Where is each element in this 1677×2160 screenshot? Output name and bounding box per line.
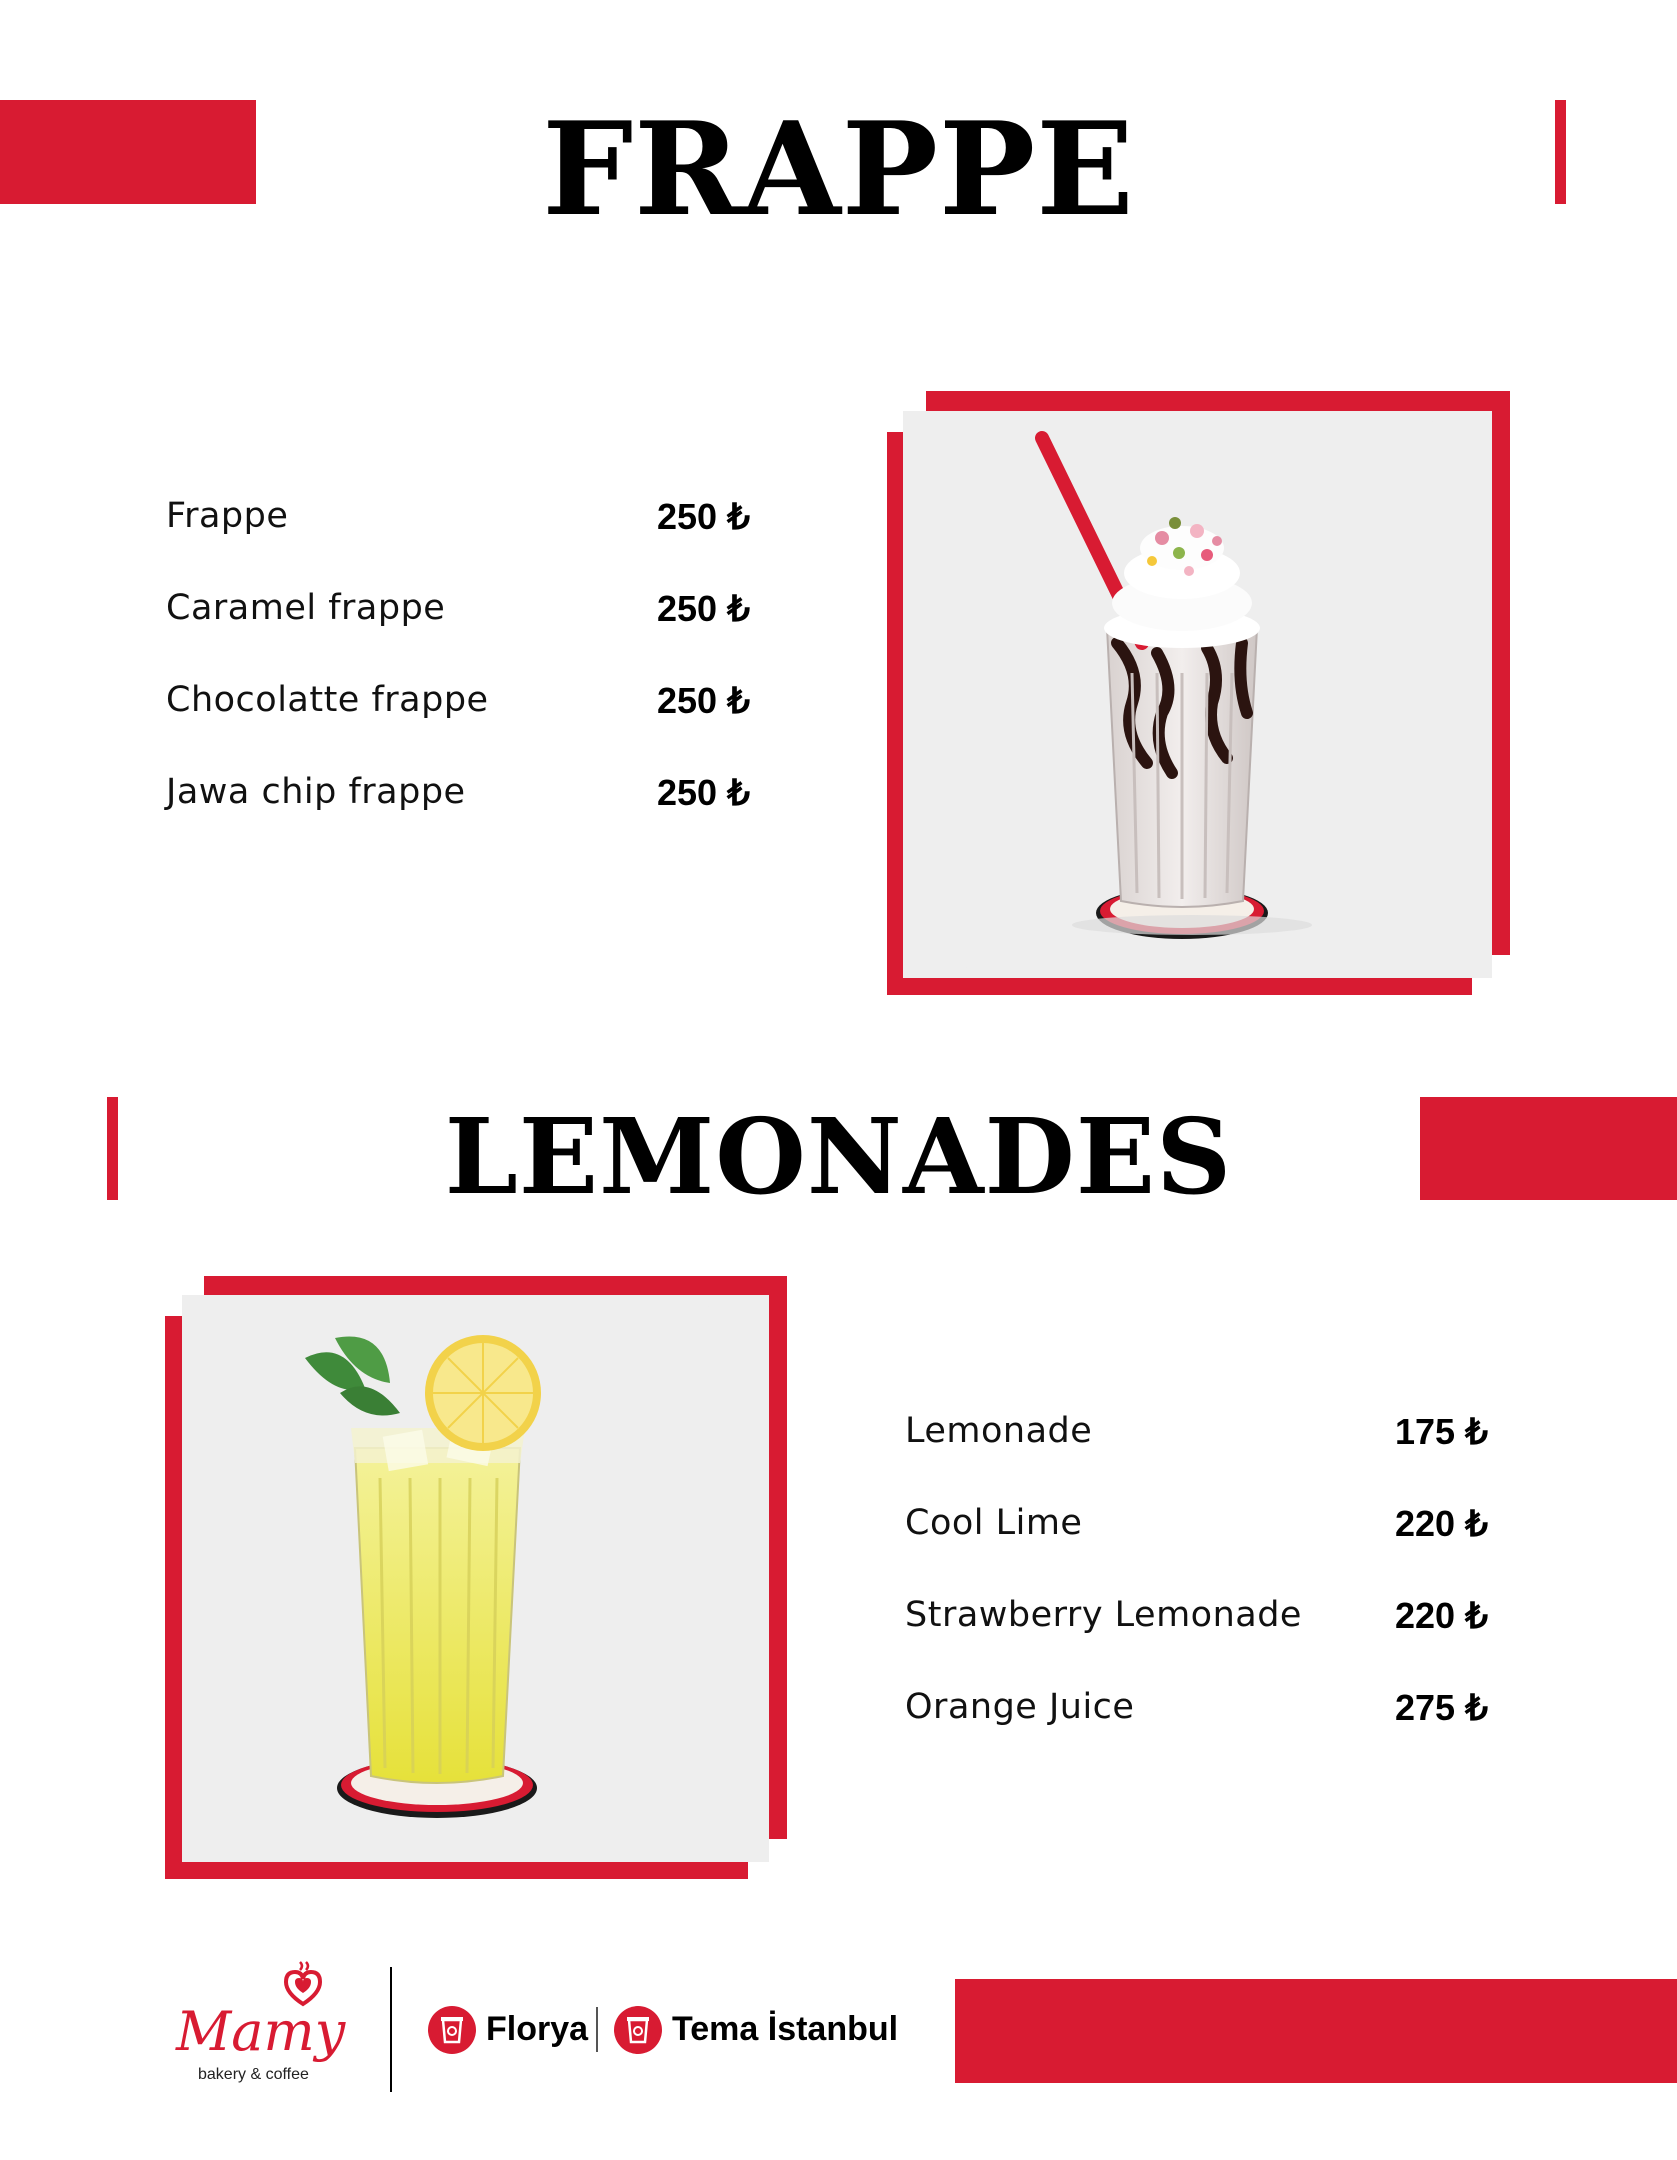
- menu-item-name: Frappe: [166, 496, 289, 536]
- menu-item-name: Chocolatte frappe: [166, 680, 489, 720]
- frappe-photo: [907, 413, 1492, 976]
- brand-name: Mamy: [176, 2000, 346, 2063]
- menu-item: [166, 680, 750, 730]
- menu-item: [166, 772, 750, 822]
- menu-item-name: Caramel frappe: [166, 588, 446, 628]
- menu-item-name: Strawberry Lemonade: [905, 1595, 1302, 1635]
- coffee-cup-icon: [428, 2006, 476, 2054]
- location-name: Florya: [486, 2010, 589, 2048]
- menu-item-name: Lemonade: [905, 1411, 1093, 1451]
- menu-item-name: Cool Lime: [905, 1503, 1083, 1543]
- location-divider: [596, 2007, 598, 2052]
- menu-item-price: 250 ₺: [657, 772, 750, 813]
- menu-item-price: 220 ₺: [1395, 1503, 1488, 1544]
- menu-item: [905, 1595, 1488, 1645]
- decor-bar-bottom-right: [955, 1979, 1677, 2083]
- menu-item: [905, 1411, 1488, 1461]
- menu-item-name: Orange Juice: [905, 1687, 1135, 1727]
- coffee-cup-icon: [614, 2006, 662, 2054]
- menu-item-price: 275 ₺: [1395, 1687, 1488, 1728]
- menu-item: [166, 496, 750, 546]
- footer-divider: [390, 1967, 392, 2092]
- section-title-lemonades: LEMONADES: [444, 1095, 1233, 1218]
- brand-logo: [170, 1960, 370, 2090]
- menu-item-price: 250 ₺: [657, 680, 750, 721]
- menu-item-price: 250 ₺: [657, 588, 750, 629]
- brand-tagline: bakery & coffee: [198, 2066, 309, 2083]
- menu-item-name: Jawa chip frappe: [166, 772, 466, 812]
- menu-item: [166, 588, 750, 638]
- menu-item: [905, 1687, 1488, 1737]
- location-name: Tema İstanbul: [672, 2010, 899, 2048]
- lemonade-photo: [185, 1298, 768, 1861]
- menu-item-price: 250 ₺: [657, 496, 750, 537]
- section-title-frappe: FRAPPE: [542, 95, 1135, 245]
- menu-item-price: 175 ₺: [1395, 1411, 1488, 1452]
- menu-item-price: 220 ₺: [1395, 1595, 1488, 1636]
- menu-item: [905, 1503, 1488, 1553]
